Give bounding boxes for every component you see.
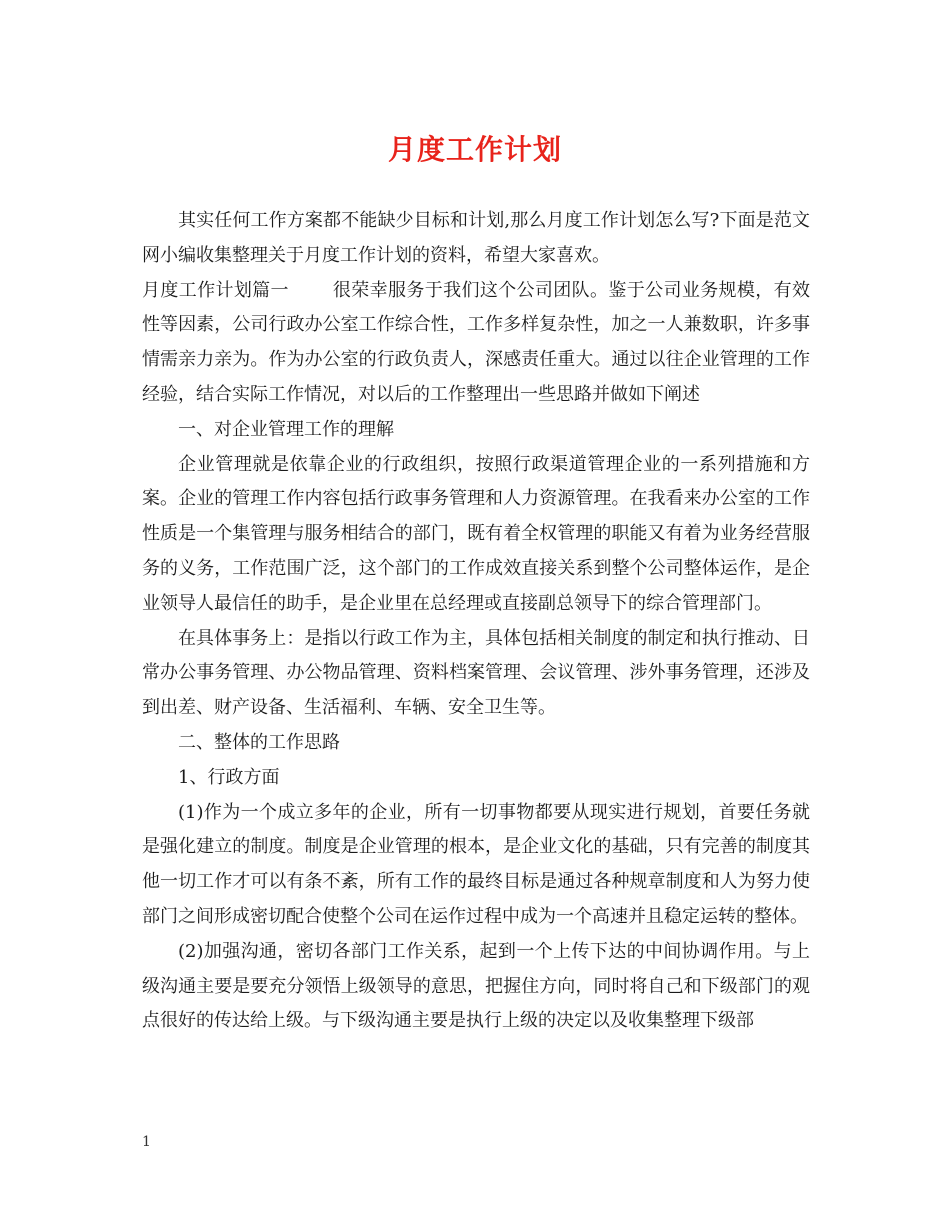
section-one-label: 月度工作计划篇一 (142, 279, 289, 301)
intro-paragraph: 其实任何工作方案都不能缺少目标和计划,那么月度工作计划怎么写?下面是范文网小编收集整理关于月度工作计划的资料，希望大家喜欢。 (142, 210, 810, 266)
document-body (142, 204, 810, 1039)
heading-administration: 1、行政方面 (178, 766, 280, 788)
section-one-text: 很荣幸服务于我们这个公司团队。鉴于公司业务规模，有效性等因素，公司行政办公室工作综合性，工作多样复杂性，加之一人兼数职，许多事情需亲力亲为。作为办公室的行政负责人，深感责任重大。通过以往企业管理的工作经验，结合实际工作情况，对以后的工作整理出一些思路并做如下阐述 (142, 279, 811, 405)
paragraph-management: 企业管理就是依靠企业的行政组织，按照行政渠道管理企业的一系列措施和方案。企业的管理工作内容包括行政事务管理和人力资源管理。在我看来办公室的工作性质是一个集管理与服务相结合的部门，既有着全权管理的职能又有着为业务经营服务的义务，工作范围广泛，这个部门的工作成效直接关系到整个公司整体运作，是企业领导人最信任的助手，是企业里在总经理或直接副总领导下的综合管理部门。 (142, 453, 810, 614)
paragraph-point-two: (2)加强沟通，密切各部门工作关系，起到一个上传下达的中间协调作用。与上级沟通主要是要充分领悟上级领导的意思，把握住方向，同时将自己和下级部门的观点很好的传达给上级。与下级沟通主要是执行上级的决定以及收集整理下级部 (142, 940, 810, 1032)
section-one-paragraph (142, 274, 810, 413)
page-number: 1 (142, 1134, 151, 1150)
heading-understanding: 一、对企业管理工作的理解 (178, 418, 394, 440)
heading-overall-approach: 二、整体的工作思路 (178, 731, 340, 753)
paragraph-specific-affairs: 在具体事务上：是指以行政工作为主，具体包括相关制度的制定和执行推动、日常办公事务管理、办公物品管理、资料档案管理、会议管理、涉外事务管理，还涉及到出差、财产设备、生活福利、车辆、安全卫生等。 (142, 627, 810, 719)
document-title: 月度工作计划 (387, 133, 562, 166)
paragraph-point-one: (1)作为一个成立多年的企业，所有一切事物都要从现实进行规划，首要任务就是强化建立的制度。制度是企业管理的根本，是企业文化的基础，只有完善的制度其他一切工作才可以有条不紊，所有工作的最终目标是通过各种规章制度和人为努力使部门之间形成密切配合使整个公司在运作过程中成为一个高速并且稳定运转的整体。 (142, 801, 810, 927)
